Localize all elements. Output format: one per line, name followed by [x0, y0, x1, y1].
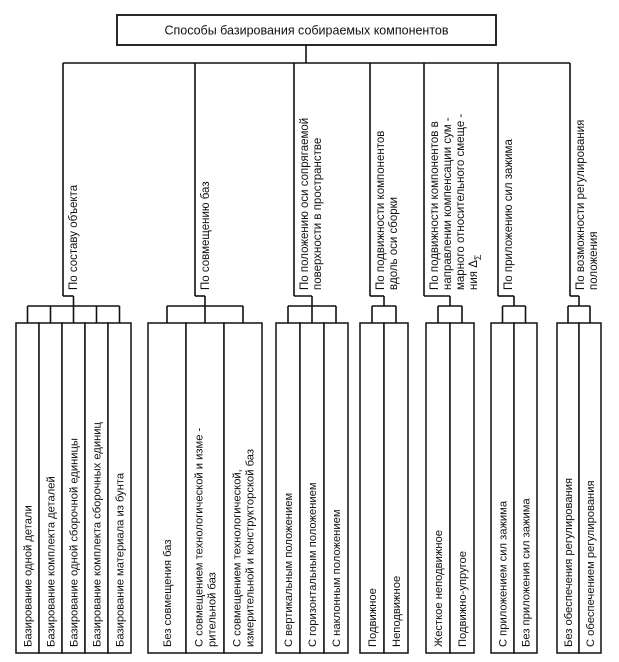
leaf-label: Жесткое неподвижное [433, 530, 445, 647]
leaf-label: С вертикальным положением [283, 492, 295, 647]
leaf-label: С совмещением технологической,измерительной и конструкторской баз [231, 449, 257, 647]
leaf-label: Базирование комплекта деталей [45, 476, 58, 647]
leaf-label: Базирование комплекта сборочных единиц [91, 422, 104, 647]
leaf-label: Подвижное [367, 588, 379, 647]
leaf-label: Базирование материала из бунта [114, 472, 127, 647]
category-label-6: По приложению сил зажима [503, 139, 515, 290]
leaf-label: С совмещением технологической и изме -рительной баз [193, 427, 219, 647]
category-label-2: По совмещению баз [200, 181, 212, 290]
leaf-label: Без обеспечения регулирования [563, 477, 575, 647]
category-label-1: По составу объекта [68, 184, 80, 290]
leaf-label: Без приложения сил зажима [520, 498, 533, 647]
leaf-label: Без совмещения баз [162, 539, 174, 647]
leaf-label: С горизонтальным положением [307, 482, 319, 647]
leaf-label: Неподвижное [391, 575, 403, 647]
category-label-5: По подвижности компонентов внаправлении компенсации сум -марного относительного смеще -ния $\Delta_\Sigma$ [429, 113, 483, 290]
leaf-label: С наклонным положением [331, 509, 343, 647]
category-label-7: По возможности регулированияположения [575, 119, 600, 290]
leaf-label: С приложением сил зажима [497, 500, 510, 647]
leaf-label: С обеспечением регулирования [585, 480, 597, 647]
leaf-label: Подвижно-упругое [457, 551, 469, 647]
root-title: Способы базирования собираемых компонентов [164, 23, 449, 38]
category-label-3: По положению оси сопрягаемойповерхности в пространстве [299, 117, 324, 290]
leaf-label: Базирование одной сборочной единицы [68, 438, 81, 647]
category-label-4: По подвижности компонентоввдоль оси сборки [375, 130, 400, 290]
leaf-label: Базирование одной детали [22, 505, 35, 647]
